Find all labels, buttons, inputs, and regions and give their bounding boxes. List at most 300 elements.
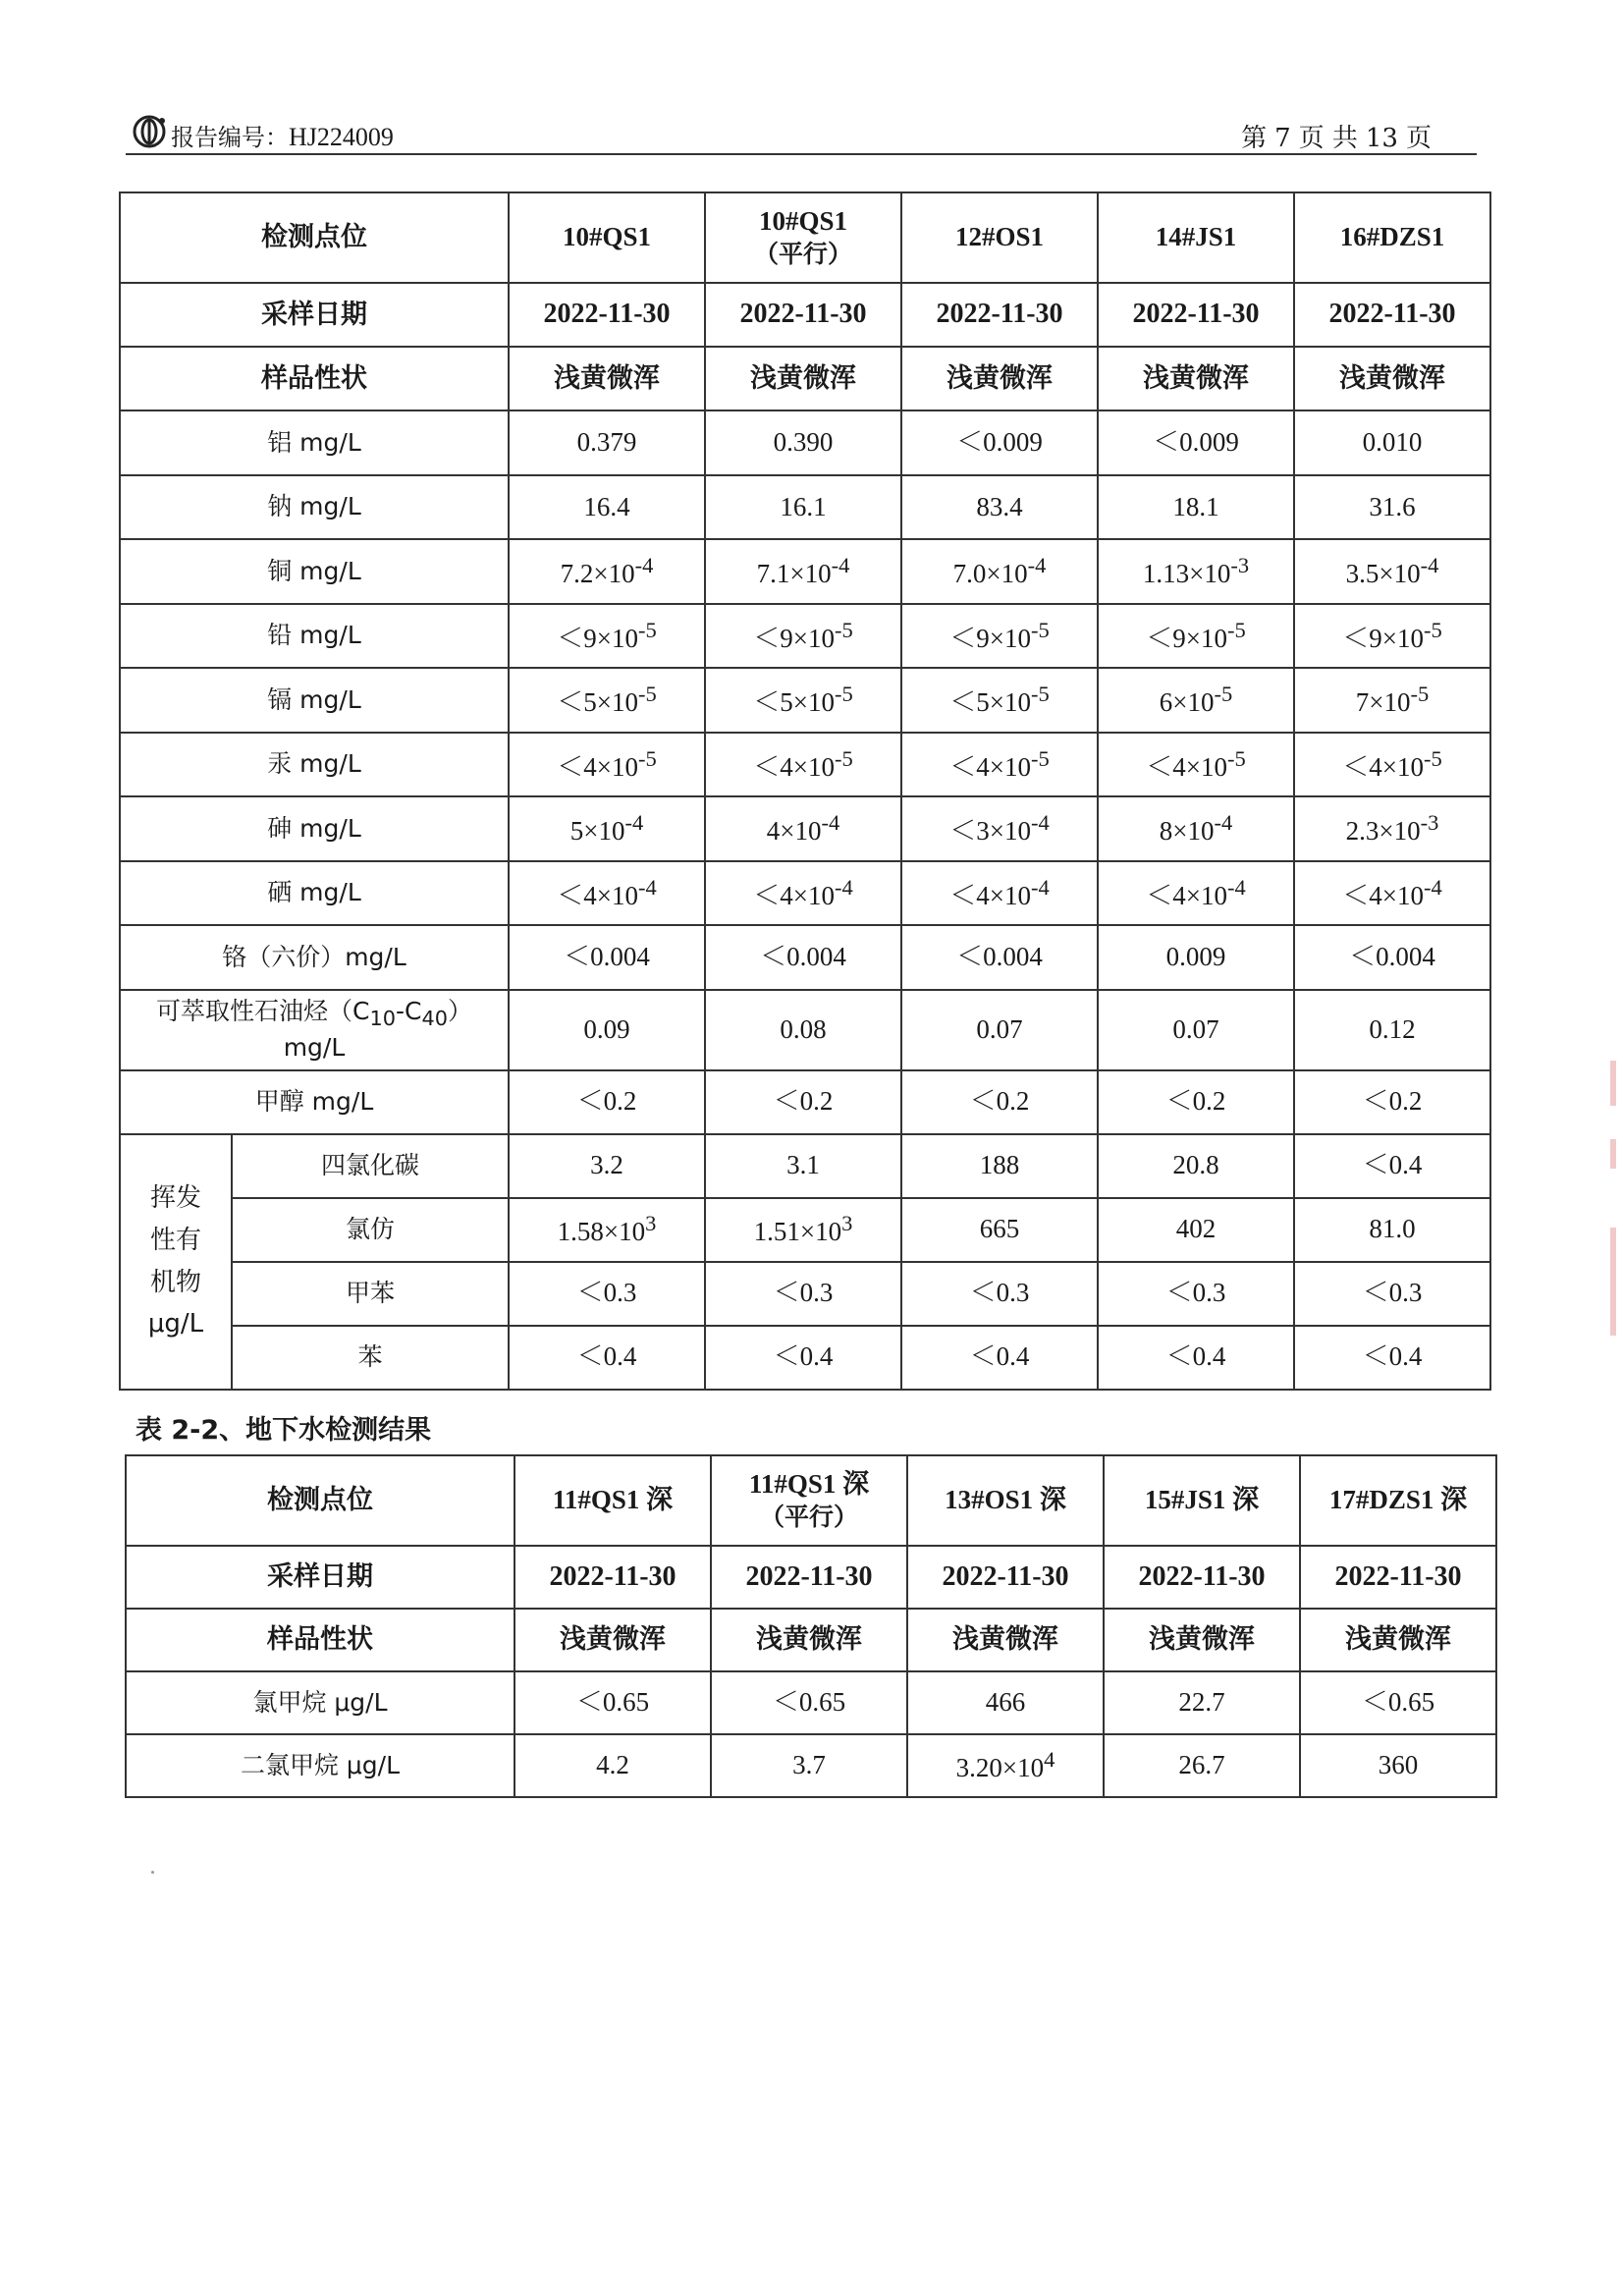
value-cell: [705, 1070, 901, 1134]
parameter-name: 氯仿: [345, 1214, 395, 1243]
value-exponent: 3: [841, 1211, 853, 1236]
header-row-properties: [120, 347, 1490, 410]
value-cell: [1104, 1671, 1300, 1734]
value-cell: [1098, 604, 1294, 669]
parameter-name: 砷 mg/L: [267, 813, 361, 843]
header-row-dates: [120, 283, 1490, 347]
parameter-name: 铝 mg/L: [267, 427, 361, 457]
property-value: 浅黄微浑: [1345, 1624, 1451, 1656]
value-text: 466: [985, 1687, 1026, 1718]
value-base: 2.3×10: [1345, 816, 1421, 847]
value-text: ＜0.65: [1361, 1687, 1435, 1718]
value-cell: [711, 1734, 907, 1797]
parameter-name: 硒 mg/L: [267, 878, 361, 906]
value-base: 6×10: [1159, 687, 1215, 718]
table-row: [120, 733, 1490, 797]
point-header-cell: [901, 192, 1098, 283]
value-text: 3.2: [590, 1150, 623, 1180]
parameter-unit: mg/L: [283, 1032, 346, 1062]
header-row-properties: [126, 1609, 1496, 1671]
value-text: ＜0.004: [564, 942, 650, 972]
value-base: 7.1×10: [756, 559, 832, 589]
date-value: 2022-11-30: [1138, 1560, 1266, 1592]
value-cell: [705, 668, 901, 733]
value-text: ＜0.3: [576, 1278, 637, 1308]
parameter-name-cell: [232, 1326, 509, 1390]
value-cell: [1098, 1326, 1294, 1390]
table-row-voc: [120, 1198, 1490, 1262]
value-cell: [901, 796, 1098, 861]
value-cell: [509, 410, 705, 475]
value-cell: [705, 796, 901, 861]
value-text: 0.12: [1369, 1013, 1416, 1044]
value-text: 16.1: [780, 491, 827, 521]
value-cell: [1294, 990, 1490, 1070]
value-cell: [1098, 1070, 1294, 1134]
table-row: [126, 1671, 1496, 1734]
date-cell: [711, 1546, 907, 1609]
value-base: 1.51×10: [753, 1217, 842, 1247]
value-base: ＜9×10: [949, 623, 1031, 653]
date-cell: [705, 283, 901, 347]
value-text: ＜0.3: [1362, 1278, 1423, 1308]
value-text: ＜0.004: [1349, 942, 1435, 972]
parameter-name-post: ）: [447, 996, 472, 1025]
value-cell: [1294, 925, 1490, 990]
value-text: 20.8: [1172, 1150, 1219, 1180]
property-cell: [1294, 347, 1490, 410]
value-text: ＜0.009: [956, 427, 1043, 458]
value-exponent: -5: [1226, 745, 1246, 771]
groundwater-results-table-1: [119, 191, 1491, 1391]
value-cell: [705, 475, 901, 540]
value-exponent: -5: [1423, 745, 1442, 771]
label-cell-date: [126, 1546, 514, 1609]
value-cell: [705, 410, 901, 475]
parameter-name: 铅 mg/L: [267, 621, 361, 649]
parameter-name-cell: [120, 925, 509, 990]
table-row-voc: [120, 1134, 1490, 1198]
value-exponent: -5: [1410, 682, 1430, 707]
value-exponent: -5: [834, 682, 853, 707]
value-exponent: -4: [1030, 874, 1050, 900]
value-cell: [705, 539, 901, 604]
value-cell: [901, 475, 1098, 540]
value-cell: [1098, 668, 1294, 733]
value-exponent: -5: [1030, 617, 1050, 642]
subscript-10: 10: [369, 1006, 396, 1030]
value-text: 16.4: [583, 491, 630, 521]
value-cell: [901, 410, 1098, 475]
parameter-name-cell: [126, 1734, 514, 1797]
value-cell: [509, 861, 705, 926]
point-header-cell: [1104, 1455, 1300, 1546]
point-name: 11#QS1 深: [748, 1469, 870, 1500]
value-text: ＜0.2: [969, 1086, 1030, 1117]
value-cell: [1294, 861, 1490, 926]
value-exponent: -5: [1030, 682, 1050, 707]
date-cell: [1294, 283, 1490, 347]
value-base: ＜3×10: [949, 816, 1031, 847]
value-text: 83.4: [976, 491, 1023, 521]
value-cell: [1294, 475, 1490, 540]
value-base: ＜9×10: [1342, 623, 1424, 653]
point-name: 10#QS1: [562, 222, 652, 252]
value-cell: [1098, 410, 1294, 475]
value-cell: [705, 604, 901, 669]
parameter-name-cell: [232, 1262, 509, 1326]
value-cell: [705, 1134, 901, 1198]
property-value: 浅黄微浑: [756, 1624, 862, 1656]
value-exponent: -5: [834, 617, 853, 642]
value-base: ＜4×10: [1342, 751, 1424, 782]
value-exponent: -4: [821, 810, 840, 836]
label-cell-date: [120, 283, 509, 347]
value-base: ＜5×10: [753, 687, 835, 718]
table-row-voc: [120, 1326, 1490, 1390]
parameter-name-cell: [120, 990, 509, 1070]
parameter-name: 铜 mg/L: [267, 556, 361, 585]
point-name: 10#QS1: [758, 206, 848, 237]
value-text: 0.07: [1172, 1013, 1219, 1044]
value-base: ＜9×10: [1146, 623, 1227, 653]
date-value: 2022-11-30: [543, 299, 671, 330]
property-cell: [711, 1609, 907, 1671]
point-name: 17#DZS1 深: [1328, 1485, 1468, 1515]
table-row: [120, 410, 1490, 475]
value-cell: [901, 1262, 1098, 1326]
value-base: 3.20×10: [955, 1753, 1045, 1783]
date-value: 2022-11-30: [739, 299, 867, 330]
value-text: ＜0.4: [1165, 1341, 1226, 1372]
report-number-value: HJ224009: [289, 123, 394, 151]
value-cell: [509, 668, 705, 733]
value-cell: [1098, 1262, 1294, 1326]
parameter-name-cell: [120, 1070, 509, 1134]
voc-group-label-cell: [120, 1134, 232, 1390]
date-value: 2022-11-30: [1328, 299, 1456, 330]
value-text: ＜0.2: [576, 1086, 637, 1117]
property-cell: [705, 347, 901, 410]
value-base: ＜9×10: [557, 623, 638, 653]
voc-group-label-line: 机物: [149, 1267, 201, 1297]
table-row: [126, 1734, 1496, 1797]
value-cell: [1294, 796, 1490, 861]
property-value: 浅黄微浑: [1339, 362, 1445, 394]
value-base: 7.0×10: [952, 559, 1028, 589]
value-base: ＜9×10: [753, 623, 835, 653]
label-cell-point: [126, 1455, 514, 1546]
value-text: ＜0.4: [1362, 1341, 1423, 1372]
value-cell: [901, 925, 1098, 990]
date-cell: [1098, 283, 1294, 347]
value-cell: [1294, 1326, 1490, 1390]
value-cell: [1104, 1734, 1300, 1797]
point-name: 14#JS1: [1155, 222, 1237, 252]
subscript-40: 40: [421, 1006, 448, 1030]
parameter-name: 镉 mg/L: [267, 684, 361, 714]
property-cell: [1300, 1609, 1496, 1671]
value-text: 4.2: [596, 1750, 629, 1780]
value-text: ＜0.2: [773, 1086, 834, 1117]
parameter-name-cell: [120, 604, 509, 669]
value-base: ＜4×10: [557, 880, 638, 910]
value-cell: [1098, 990, 1294, 1070]
voc-group-label-line: μg/L: [147, 1309, 204, 1339]
parameter-name: 四氯化碳: [320, 1150, 419, 1179]
header-row-dates: [126, 1546, 1496, 1609]
value-exponent: 3: [645, 1211, 657, 1236]
value-cell: [705, 925, 901, 990]
value-base: ＜4×10: [753, 880, 835, 910]
value-cell: [1294, 604, 1490, 669]
value-cell: [1294, 1070, 1490, 1134]
scan-speck: [151, 1871, 154, 1874]
value-text: 3.7: [792, 1750, 826, 1780]
point-name: 11#QS1 深: [552, 1485, 674, 1515]
header-row-points: [120, 192, 1490, 283]
point-header-cell: [1300, 1455, 1496, 1546]
value-cell: [1294, 1198, 1490, 1262]
value-cell: [901, 1134, 1098, 1198]
point-qualifier: （平行）: [759, 1503, 858, 1532]
value-exponent: -4: [1027, 553, 1047, 578]
value-text: 0.07: [976, 1013, 1023, 1044]
seal-edge-mark: [1610, 1139, 1616, 1169]
page-current: 7: [1274, 124, 1291, 153]
value-cell: [901, 668, 1098, 733]
value-cell: [705, 1326, 901, 1390]
value-text: ＜0.2: [1165, 1086, 1226, 1117]
value-cell: [509, 925, 705, 990]
parameter-name-cell: [120, 475, 509, 540]
parameter-name: 甲醇 mg/L: [254, 1086, 374, 1116]
point-name: 13#OS1 深: [945, 1485, 1066, 1515]
value-base: ＜4×10: [1146, 880, 1227, 910]
property-cell: [509, 347, 705, 410]
value-text: 18.1: [1172, 491, 1219, 521]
value-cell: [705, 1262, 901, 1326]
property-cell: [1098, 347, 1294, 410]
date-cell: [1104, 1546, 1300, 1609]
value-cell: [509, 1326, 705, 1390]
value-base: 3.5×10: [1345, 559, 1421, 589]
value-cell: [901, 539, 1098, 604]
date-value: 2022-11-30: [936, 299, 1063, 330]
header-row-points: [126, 1455, 1496, 1546]
value-text: 0.379: [576, 427, 637, 458]
value-cell: [509, 796, 705, 861]
value-cell: [509, 1262, 705, 1326]
table-2-caption: 表 2-2、地下水检测结果: [135, 1415, 432, 1446]
value-exponent: -4: [1214, 810, 1233, 836]
property-value: 浅黄微浑: [952, 1624, 1058, 1656]
value-cell: [907, 1671, 1104, 1734]
value-cell: [711, 1671, 907, 1734]
parameter-name-cell: [120, 733, 509, 797]
value-exponent: -4: [834, 874, 853, 900]
parameter-name-cell: [120, 539, 509, 604]
parameter-name-cell: [232, 1198, 509, 1262]
parameter-name-cell: [120, 796, 509, 861]
value-text: 0.08: [780, 1013, 827, 1044]
value-exponent: -4: [1226, 874, 1246, 900]
property-value: 浅黄微浑: [1149, 1624, 1255, 1656]
date-value: 2022-11-30: [549, 1560, 676, 1592]
property-value: 浅黄微浑: [750, 362, 856, 394]
value-exponent: -4: [1423, 874, 1442, 900]
value-cell: [514, 1671, 711, 1734]
value-text: ＜0.3: [1165, 1278, 1226, 1308]
property-cell: [907, 1609, 1104, 1671]
value-text: 3.1: [786, 1150, 820, 1180]
point-name: 16#DZS1: [1339, 222, 1445, 252]
parameter-name-cell: [120, 861, 509, 926]
value-cell: [509, 733, 705, 797]
point-qualifier: （平行）: [753, 240, 852, 269]
value-base: ＜4×10: [949, 880, 1031, 910]
value-cell: [901, 1326, 1098, 1390]
table-row: [120, 604, 1490, 669]
value-cell: [509, 604, 705, 669]
date-cell: [509, 283, 705, 347]
property-value: 浅黄微浑: [560, 1624, 666, 1656]
page-total: 13: [1365, 124, 1398, 153]
label-text: 检测点位: [261, 222, 367, 253]
page-mid: 页 共: [1298, 124, 1358, 153]
value-cell: [509, 1134, 705, 1198]
seal-edge-mark: [1610, 1061, 1616, 1106]
value-text: 26.7: [1178, 1750, 1225, 1780]
value-base: ＜4×10: [1342, 880, 1424, 910]
company-logo-icon: [132, 114, 167, 149]
value-text: ＜0.4: [1362, 1150, 1423, 1180]
value-base: ＜4×10: [753, 751, 835, 782]
parameter-name: 铬（六价）mg/L: [222, 942, 406, 971]
point-header-cell: [907, 1455, 1104, 1546]
value-text: 0.09: [583, 1013, 630, 1044]
value-cell: [901, 990, 1098, 1070]
value-text: 665: [979, 1214, 1020, 1244]
value-text: ＜0.3: [773, 1278, 834, 1308]
value-base: ＜4×10: [1146, 751, 1227, 782]
value-text: ＜0.004: [956, 942, 1043, 972]
parameter-name-pre: 可萃取性石油烃（C: [156, 996, 370, 1025]
value-exponent: -4: [1030, 810, 1050, 836]
label-cell-point: [120, 192, 509, 283]
value-base: ＜5×10: [557, 687, 638, 718]
date-value: 2022-11-30: [1334, 1560, 1462, 1592]
value-cell: [1098, 539, 1294, 604]
value-cell: [509, 1070, 705, 1134]
value-cell: [901, 1070, 1098, 1134]
value-cell: [514, 1734, 711, 1797]
value-base: 1.13×10: [1142, 559, 1231, 589]
value-base: 7.2×10: [560, 559, 635, 589]
value-text: 0.010: [1362, 427, 1423, 458]
value-cell: [1098, 1134, 1294, 1198]
date-cell: [901, 283, 1098, 347]
value-exponent: -5: [1214, 682, 1233, 707]
value-cell: [1300, 1734, 1496, 1797]
value-exponent: -5: [1030, 745, 1050, 771]
value-text: 0.390: [773, 427, 834, 458]
value-base: 5×10: [569, 816, 625, 847]
value-exponent: -5: [637, 682, 657, 707]
parameter-name: 甲苯: [345, 1278, 395, 1307]
value-cell: [1294, 539, 1490, 604]
table-row-voc: [120, 1262, 1490, 1326]
value-cell: [1294, 1134, 1490, 1198]
value-exponent: -5: [637, 617, 657, 642]
voc-group-label-line: 挥发: [149, 1182, 201, 1213]
parameter-name-cell: [120, 410, 509, 475]
value-cell: [705, 861, 901, 926]
value-text: ＜0.4: [773, 1341, 834, 1372]
value-exponent: -4: [831, 553, 850, 578]
value-exponent: -5: [834, 745, 853, 771]
value-exponent: -4: [624, 810, 644, 836]
value-cell: [1294, 1262, 1490, 1326]
date-cell: [514, 1546, 711, 1609]
page-prefix: 第: [1241, 124, 1268, 153]
parameter-name-mid: -C: [395, 996, 422, 1025]
value-base: 1.58×10: [557, 1217, 646, 1247]
seal-edge-mark: [1610, 1228, 1616, 1336]
value-cell: [1098, 861, 1294, 926]
point-header-cell: [705, 192, 901, 283]
label-cell-property: [120, 347, 509, 410]
label-text: 检测点位: [267, 1485, 373, 1516]
value-cell: [1294, 668, 1490, 733]
point-name: 12#OS1: [954, 222, 1045, 252]
table-row-petroleum: [120, 990, 1490, 1070]
value-exponent: -4: [1420, 553, 1439, 578]
page-indicator: [1237, 118, 1435, 154]
voc-group-label-line: 性有: [149, 1225, 201, 1255]
point-name: 15#JS1 深: [1144, 1485, 1260, 1515]
property-cell: [901, 347, 1098, 410]
value-cell: [509, 1198, 705, 1262]
value-text: 188: [979, 1150, 1020, 1180]
parameter-name: 汞 mg/L: [267, 749, 361, 778]
value-text: ＜0.009: [1153, 427, 1239, 458]
value-text: 81.0: [1369, 1214, 1416, 1244]
property-cell: [1104, 1609, 1300, 1671]
date-cell: [1300, 1546, 1496, 1609]
property-value: 浅黄微浑: [947, 362, 1053, 394]
value-cell: [1300, 1671, 1496, 1734]
property-value: 浅黄微浑: [554, 362, 660, 394]
value-text: 31.6: [1369, 491, 1416, 521]
point-header-cell: [1294, 192, 1490, 283]
label-cell-property: [126, 1609, 514, 1671]
value-text: ＜0.4: [576, 1341, 637, 1372]
value-cell: [901, 861, 1098, 926]
value-cell: [705, 990, 901, 1070]
date-value: 2022-11-30: [745, 1560, 873, 1592]
table-row: [120, 668, 1490, 733]
value-base: 7×10: [1355, 687, 1411, 718]
page-suffix: 页: [1405, 124, 1432, 153]
value-text: 402: [1175, 1214, 1217, 1244]
parameter-name: 苯: [357, 1341, 383, 1371]
value-exponent: -5: [1423, 617, 1442, 642]
value-text: ＜0.004: [760, 942, 846, 972]
value-text: ＜0.2: [1362, 1086, 1423, 1117]
table-row: [120, 796, 1490, 861]
date-value: 2022-11-30: [942, 1560, 1069, 1592]
